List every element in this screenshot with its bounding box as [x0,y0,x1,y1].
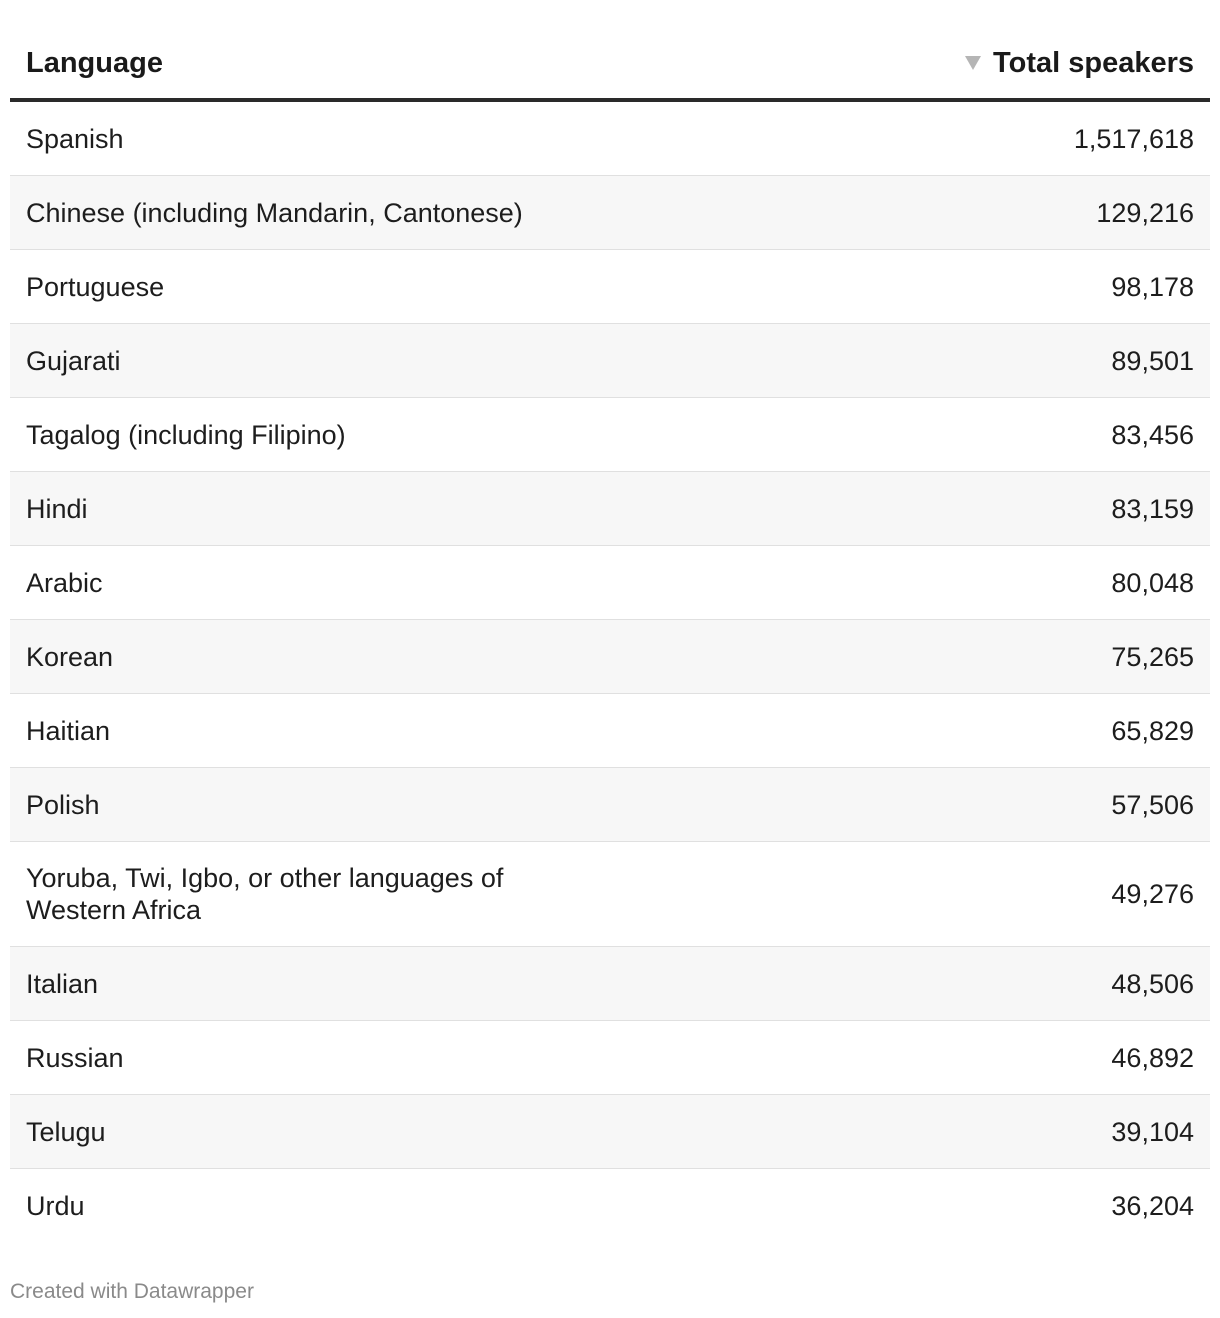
cell-total-speakers: 1,517,618 [610,100,1210,176]
cell-total-speakers: 46,892 [610,1021,1210,1095]
cell-total-speakers: 49,276 [610,842,1210,947]
cell-language-text: Telugu [26,1116,106,1147]
cell-language-text: Italian [26,968,99,999]
cell-total-speakers: 89,501 [610,324,1210,398]
data-table [10,28,1210,1242]
table-row [10,1169,1210,1243]
cell-language [10,1021,610,1095]
cell-total-speakers: 36,204 [1111,1190,1194,1221]
cell-language [10,842,610,947]
table-row [10,546,1210,620]
table-row [10,694,1210,768]
cell-language-text: Tagalog (including Filipino) [26,419,346,450]
cell-language [10,1169,610,1243]
cell-total-speakers: 80,048 [610,546,1210,620]
cell-total-speakers: 57,506 [610,768,1210,842]
table-row [10,768,1210,842]
cell-language [10,620,610,694]
cell-language-text: Hindi [26,493,88,524]
cell-total-speakers: 39,104 [610,1095,1210,1169]
cell-language [10,398,610,472]
table-row [10,250,1210,324]
table-row [10,620,1210,694]
table-row [10,1021,1210,1095]
cell-language-text: Haitian [26,715,111,746]
sort-descending-icon [965,56,981,70]
column-header-total-speakers-label: Total speakers [993,46,1194,79]
table-row [10,472,1210,546]
cell-total-speakers: 48,506 [610,947,1210,1021]
cell-language [10,324,610,398]
table-header-row [10,28,1210,100]
data-table-container [10,28,1210,1242]
table-row [10,176,1210,250]
cell-total-speakers: 65,829 [610,694,1210,768]
cell-language-text: Polish [26,789,100,820]
table-row [10,947,1210,1021]
cell-language [10,1095,610,1169]
cell-language-text: Yoruba, Twi, Igbo, or other languages of Western Africa [26,863,504,925]
cell-language-text: Russian [26,1042,124,1073]
cell-language-text: Chinese (including Mandarin, Cantonese) [26,197,523,228]
cell-language-text: Portuguese [26,271,165,302]
table-row [10,1095,1210,1169]
table-row [10,842,1210,947]
cell-total-speakers: 98,178 [610,250,1210,324]
cell-language [10,176,610,250]
column-header-language[interactable] [10,28,610,100]
datawrapper-credit: Created with Datawrapper [10,1280,254,1303]
cell-language-text: Arabic [26,567,103,598]
cell-language [10,947,610,1021]
cell-language [10,546,610,620]
cell-total-speakers: 83,456 [610,398,1210,472]
cell-total-speakers: 129,216 [610,176,1210,250]
cell-language [10,100,610,176]
table-row [10,324,1210,398]
cell-language [10,250,610,324]
cell-language-text: Korean [26,641,114,672]
column-header-total-speakers[interactable] [610,28,1210,100]
cell-language-text: Gujarati [26,345,121,376]
cell-language [10,472,610,546]
column-header-language-label: Language [26,46,163,79]
cell-language-text: Spanish [26,123,124,154]
table-row [10,100,1210,176]
cell-language [10,768,610,842]
cell-total-speakers: 75,265 [610,620,1210,694]
table-row [10,398,1210,472]
cell-language [10,694,610,768]
cell-total-speakers: 83,159 [610,472,1210,546]
cell-language-text: Urdu [26,1190,85,1221]
table-body [10,100,1210,1242]
